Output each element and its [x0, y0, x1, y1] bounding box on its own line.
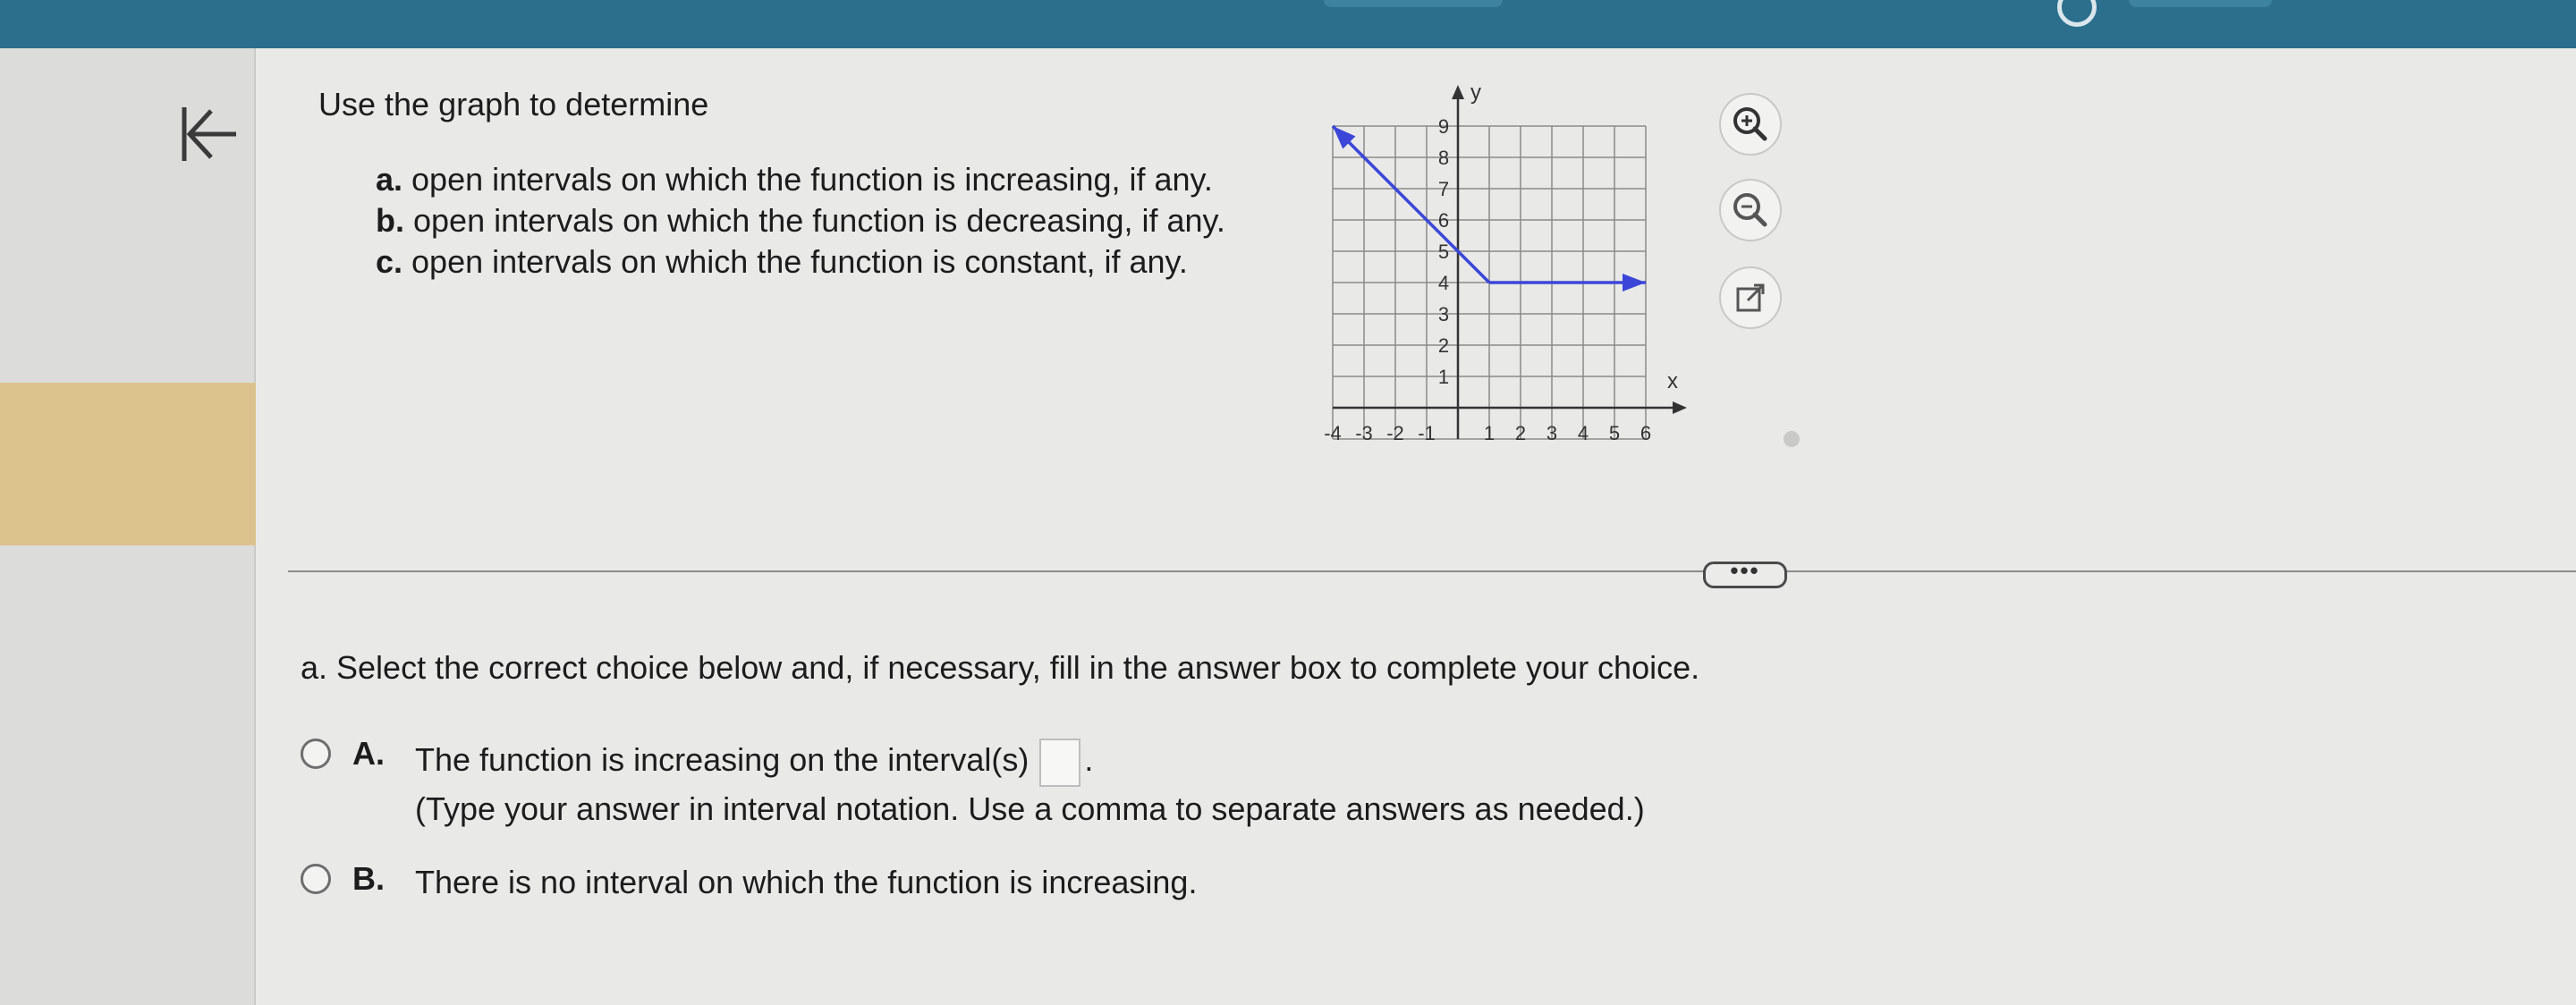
external-link-icon	[1721, 268, 1780, 327]
top-bar	[0, 0, 2576, 48]
x-tick-label: -1	[1418, 422, 1436, 444]
collapse-panel-button[interactable]	[175, 100, 243, 168]
x-axis-label: x	[1667, 369, 1678, 393]
task-item: c. open intervals on which the function is constant, if any.	[376, 243, 1188, 280]
x-tick-label: 1	[1483, 422, 1496, 444]
x-tick-label: 2	[1514, 422, 1527, 444]
zoom-out-button[interactable]	[1719, 179, 1782, 241]
task-list	[376, 159, 1225, 283]
choice-a-radio[interactable]	[301, 739, 331, 769]
x-tick-label: -4	[1324, 422, 1342, 444]
y-tick-label: 4	[1437, 272, 1450, 294]
choice-a-letter: A.	[352, 735, 385, 772]
choice-b-radio[interactable]	[301, 864, 331, 894]
task-item: a. open intervals on which the function is increasing, if any.	[376, 161, 1213, 198]
x-axis-arrow	[1673, 401, 1687, 414]
y-tick-label: 9	[1437, 115, 1450, 138]
x-tick-label: 4	[1577, 422, 1589, 444]
arrow-left-to-bar-icon	[175, 100, 243, 168]
rail-highlight	[0, 383, 259, 545]
x-tick-label: 3	[1546, 422, 1558, 444]
y-axis-label: y	[1470, 80, 1481, 105]
zoom-in-icon	[1721, 95, 1780, 154]
function-end-arrow	[1623, 274, 1646, 291]
y-tick-label: 7	[1437, 178, 1450, 200]
function-graph	[1324, 80, 1726, 456]
choice-a-hint: (Type your answer in interval notation. Use a comma to separate answers as needed.)	[415, 790, 1645, 827]
question-prompt: a. Select the correct choice below and, if necessary, fill in the answer box to complete your choice.	[301, 649, 1700, 686]
task-item: b. open intervals on which the function is decreasing, if any.	[376, 202, 1225, 239]
zoom-out-icon	[1721, 181, 1780, 240]
top-bar-circle-icon[interactable]	[2057, 0, 2097, 27]
choice-a-text: The function is increasing on the interval(s) .	[415, 739, 1093, 787]
choice-b-text: There is no interval on which the function is increasing.	[415, 864, 1198, 900]
y-tick-label: 5	[1437, 241, 1450, 263]
x-tick-label: -2	[1386, 422, 1404, 444]
x-tick-label: 6	[1640, 422, 1652, 444]
y-tick-label: 6	[1437, 209, 1450, 232]
more-options-button[interactable]: •••	[1703, 562, 1787, 588]
zoom-in-button[interactable]	[1719, 93, 1782, 156]
instructions-intro: Use the graph to determine	[318, 86, 709, 122]
top-bar-title-fragment	[1324, 0, 1503, 7]
y-tick-label: 3	[1437, 303, 1450, 325]
graph-dot-indicator	[1784, 431, 1800, 447]
y-tick-label: 2	[1437, 334, 1450, 357]
interval-answer-input[interactable]	[1039, 739, 1080, 787]
open-new-window-button[interactable]	[1719, 266, 1782, 329]
x-tick-label: -3	[1355, 422, 1373, 444]
y-tick-label: 8	[1437, 147, 1450, 169]
y-tick-label: 1	[1437, 366, 1450, 388]
function-segment	[1333, 126, 1489, 283]
x-tick-label: 5	[1608, 422, 1621, 444]
top-bar-label-fragment	[2129, 0, 2272, 7]
choice-b-letter: B.	[352, 860, 385, 897]
section-divider	[288, 570, 2576, 572]
